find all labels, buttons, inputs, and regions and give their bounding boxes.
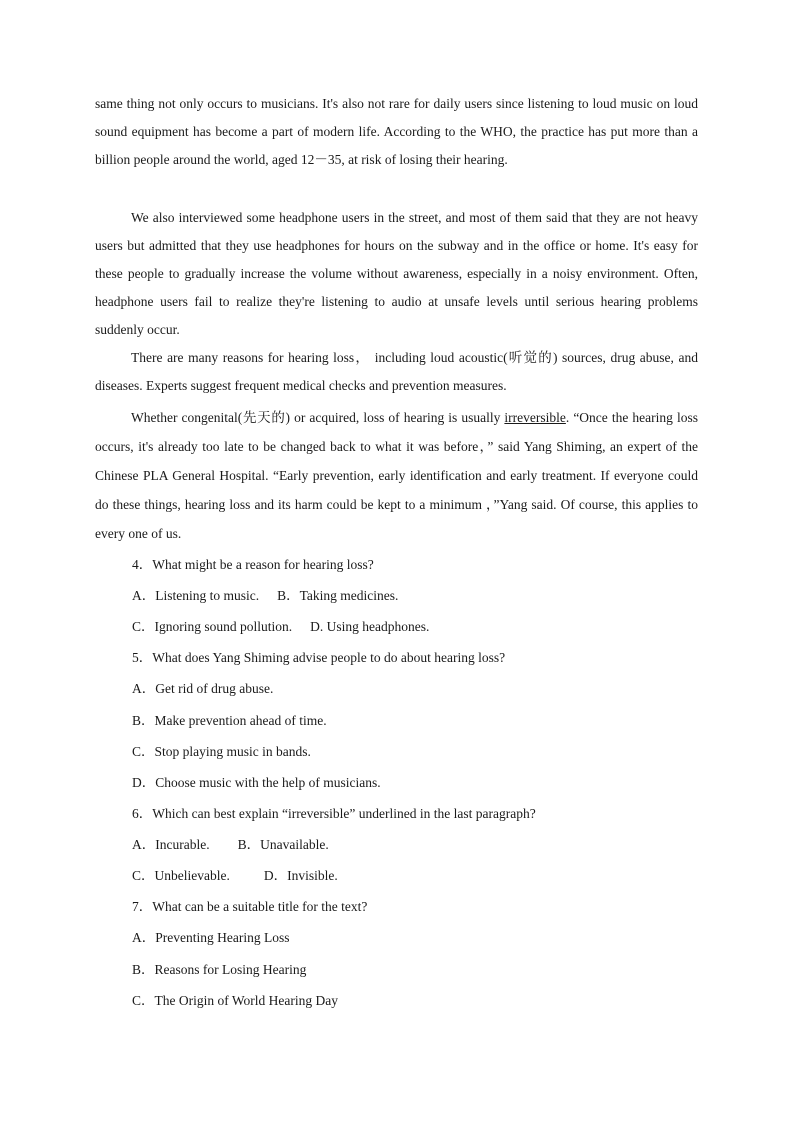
question-5-option-c: C．Stop playing music in bands. [132, 744, 311, 759]
question-5-option-a: A．Get rid of drug abuse. [132, 681, 274, 696]
question-6-option-c: C．Unbelievable. [132, 868, 230, 883]
question-4-option-a: A．Listening to music. [132, 588, 260, 603]
underlined-word-irreversible: irreversible [504, 410, 566, 425]
question-5-option-b: B．Make prevention ahead of time. [132, 713, 327, 728]
passage-paragraph-4 [95, 403, 698, 548]
paragraph-4-text-after: . “Once the hearing loss occurs, it's already too late to be changed back to what it was before，” said Yang Shiming, an expert of the Chinese PLA General Hospital. “Early prevention, early identification and early treatment. If everyone could do these things, hearing loss and its harm could be kept to a minimum ，”Yang said. Of course, this applies to every one of us. [95, 410, 698, 541]
question-4-option-b: B．Taking medicines. [277, 588, 399, 603]
passage-paragraph-2: We also interviewed some headphone users in the street, and most of them said that they are not heavy users but admitted that they use headphones for hours on the subway and in the office or home. It's easy for these people to gradually increase the volume without awareness, especially in a noisy environment. Often, headphone users fail to realize they're listening to audio at unsafe levels until serious hearing problems suddenly occur. [95, 210, 698, 337]
question-4-stem: 4．What might be a reason for hearing loss? [132, 557, 374, 572]
question-6-stem: 6．Which can best explain “irreversible” underlined in the last paragraph? [132, 806, 536, 821]
question-6-options-ab [132, 835, 329, 855]
passage-paragraph-3: There are many reasons for hearing loss， including loud acoustic(听觉的) sources, drug abuse, and diseases. Experts suggest frequent medical checks and prevention measures. [95, 350, 698, 393]
question-6-options-cd [132, 866, 338, 886]
question-6-option-a: A．Incurable. [132, 837, 210, 852]
passage-paragraph-1: same thing not only occurs to musicians. It's also not rare for daily users since listening to loud music on loud sound equipment has become a part of modern life. According to the WHO, the practice has put more than a billion people around the world, aged 12－35, at risk of losing their hearing. [95, 96, 698, 167]
question-5-option-d: D．Choose music with the help of musicians. [132, 775, 381, 790]
question-7-option-c: C．The Origin of World Hearing Day [132, 993, 338, 1008]
question-7-option-a: A．Preventing Hearing Loss [132, 930, 290, 945]
question-4-options-cd [132, 617, 429, 637]
question-6-option-b: B．Unavailable. [237, 837, 329, 852]
question-4-option-c: C．Ignoring sound pollution. [132, 619, 293, 634]
question-7-option-b: B．Reasons for Losing Hearing [132, 962, 307, 977]
paragraph-4-text-before: Whether congenital(先天的) or acquired, loss of hearing is usually [131, 410, 505, 425]
question-4-options-ab [132, 586, 398, 606]
question-5-stem: 5．What does Yang Shiming advise people to do about hearing loss? [132, 650, 506, 665]
question-6-option-d: D．Invisible. [263, 868, 338, 883]
question-7-stem: 7．What can be a suitable title for the text? [132, 899, 368, 914]
question-4-option-d: D. Using headphones. [310, 619, 430, 634]
